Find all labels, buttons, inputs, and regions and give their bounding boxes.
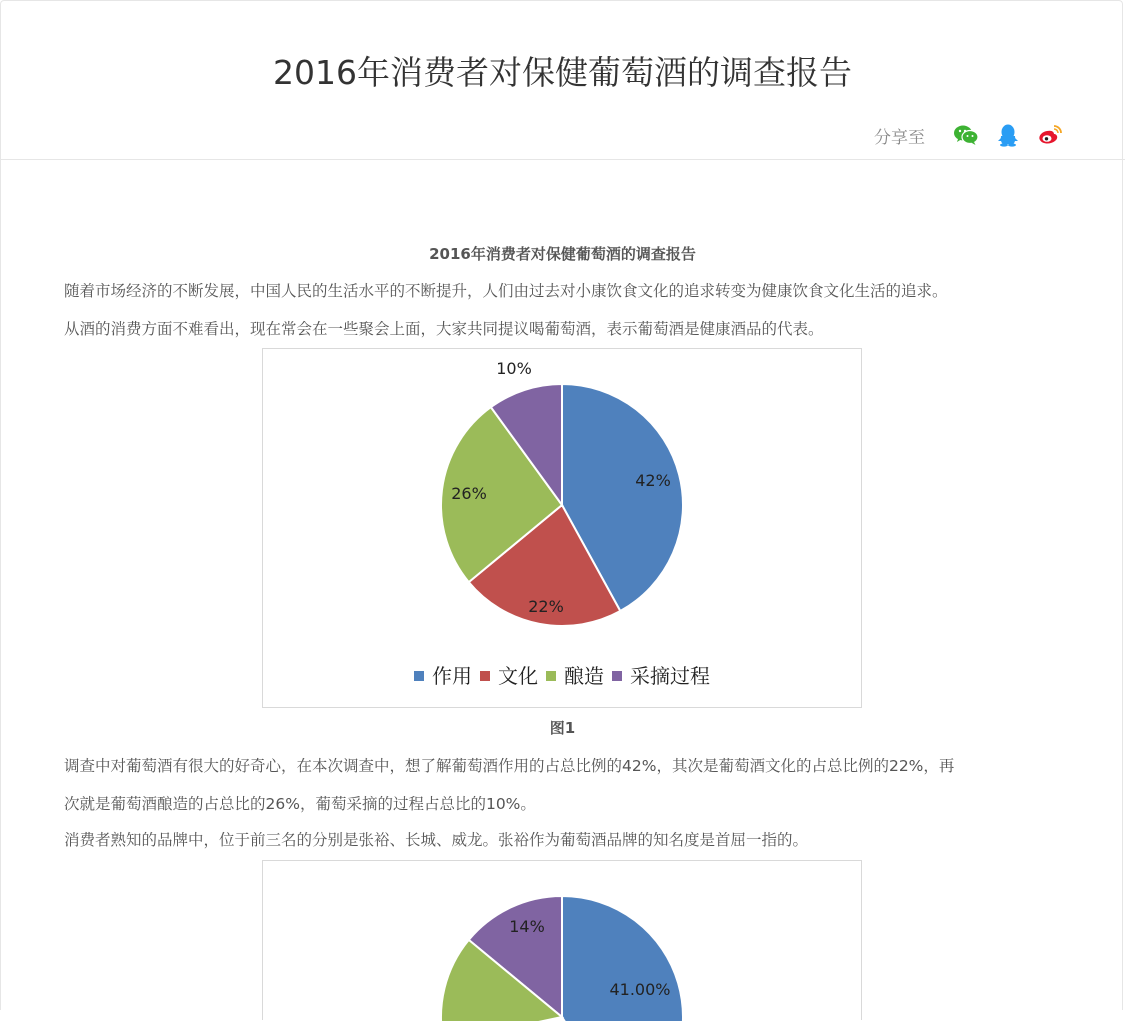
legend-item-0: [414, 663, 472, 689]
paragraph-1: 随着市场经济的不断发展，中国人民的生活水平的不断提升，人们由过去对小康饮食文化的追求转变为健康饮食文化生活的追求。: [64, 282, 948, 300]
legend-swatch-2: [546, 671, 556, 681]
legend-label-3: 采摘过程: [630, 664, 710, 688]
page-title: 2016年消费者对保健葡萄酒的调查报告: [273, 53, 852, 92]
paragraph-3: 调查中对葡萄酒有很大的好奇心，在本次调查中，想了解葡萄酒作用的占总比例的42%，其次是葡萄酒文化的占总比例的22%，再: [64, 757, 955, 775]
pie-data-label-3: 10%: [496, 359, 532, 378]
legend-swatch-3: [612, 671, 622, 681]
qq-icon[interactable]: [995, 123, 1021, 147]
pie-data-label-2: 26%: [451, 484, 487, 503]
article-heading: 2016年消费者对保健葡萄酒的调查报告: [429, 245, 696, 263]
pie-data-label-1: 22%: [528, 597, 564, 616]
weibo-icon[interactable]: [1037, 123, 1063, 147]
legend-swatch-1: [480, 671, 490, 681]
legend-item-3: [612, 663, 710, 689]
paragraph-2: 从酒的消费方面不难看出，现在常会在一些聚会上面，大家共同提议喝葡萄酒，表示葡萄酒是健康酒品的代表。: [64, 320, 824, 338]
legend-item-1: [480, 663, 538, 689]
pie-data-label-1: 14%: [509, 917, 545, 936]
paragraph-4: 次就是葡萄酒酿造的占总比的26%，葡萄采摘的过程占总比的10%。: [64, 795, 536, 813]
pie-data-label-0: 41.00%: [609, 980, 671, 999]
share-label: 分享至: [874, 127, 925, 148]
page-header: [0, 0, 1125, 160]
wechat-icon[interactable]: [953, 123, 979, 147]
legend-label-2: 酿造: [564, 664, 604, 688]
legend-label-1: 文化: [498, 664, 538, 688]
pie-slice-0: [562, 896, 683, 1021]
pie-chart-1-legend: [263, 661, 861, 689]
share-bar: [874, 120, 1063, 150]
legend-item-2: [546, 663, 604, 689]
figure-caption-1: 图1: [549, 719, 576, 737]
paragraph-5: 消费者熟知的品牌中，位于前三名的分别是张裕、长城、威龙。张裕作为葡萄酒品牌的知名度是首屈一指的。: [64, 831, 809, 849]
legend-swatch-0: [414, 671, 424, 681]
pie-chart-1-plot: [263, 349, 861, 707]
pie-chart-2: [262, 860, 862, 1020]
pie-chart-2-plot: [263, 861, 861, 1021]
legend-label-0: 作用: [432, 664, 472, 688]
pie-data-label-0: 42%: [635, 471, 671, 490]
pie-chart-1: [262, 348, 862, 708]
